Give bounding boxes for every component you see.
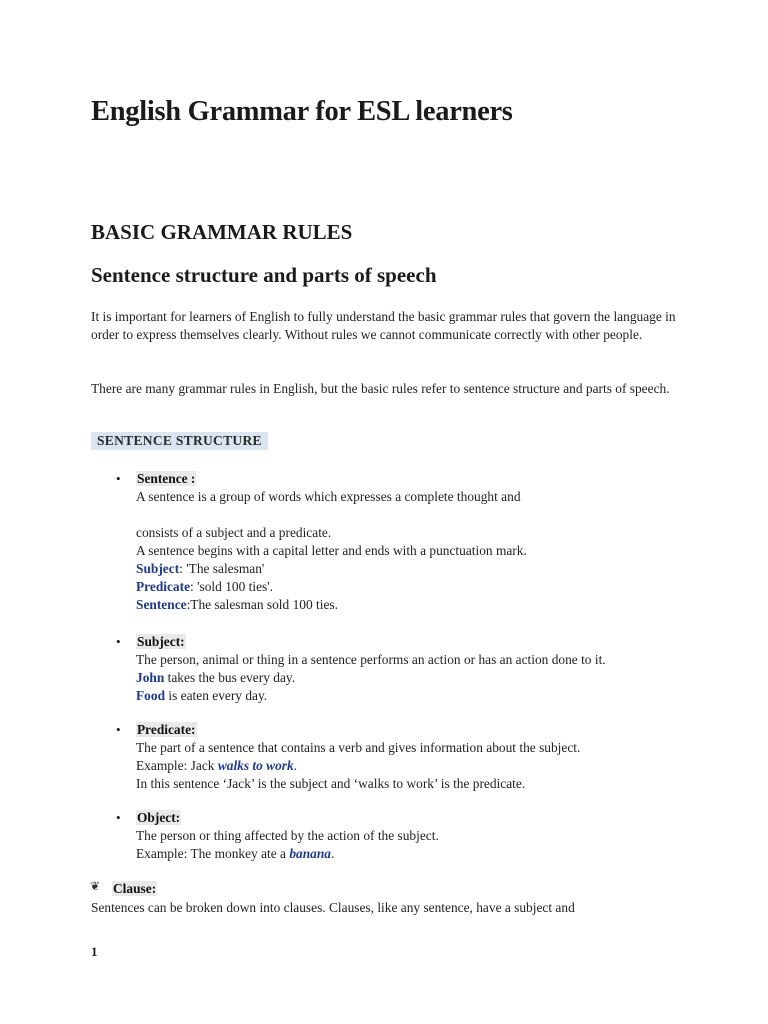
term-subject: Subject: bbox=[137, 634, 185, 649]
object-def-line: The person or thing affected by the action of the subject. bbox=[136, 828, 439, 843]
subject-example-1 bbox=[136, 670, 295, 686]
object-example-prefix: Example: The monkey ate a bbox=[136, 846, 290, 861]
predicate-example-prefix: Example: Jack bbox=[136, 758, 218, 773]
subject-example-text: : 'The salesman' bbox=[179, 561, 265, 576]
sentence-example-text: :The salesman sold 100 ties. bbox=[186, 597, 338, 612]
predicate-example-text: : 'sold 100 ties'. bbox=[190, 579, 273, 594]
page-number: 1 bbox=[91, 944, 98, 959]
bullet-icon: • bbox=[116, 722, 121, 737]
predicate-example-suffix: . bbox=[293, 758, 298, 773]
object-example-suffix: . bbox=[331, 846, 335, 861]
sentence-def-line-2: consists of a subject and a predicate. bbox=[136, 525, 332, 540]
term-sentence: Sentence : bbox=[137, 471, 196, 486]
bullet-icon: • bbox=[116, 634, 121, 649]
section-label-sentence-structure: SENTENCE STRUCTURE bbox=[91, 432, 268, 450]
sentence-example-predicate bbox=[136, 579, 273, 595]
predicate-label: Predicate bbox=[136, 579, 191, 594]
bullet-icon: • bbox=[116, 810, 121, 825]
sentence-example-sentence bbox=[136, 597, 338, 613]
subject-example-2-word: Food bbox=[136, 688, 166, 703]
sentence-example-subject bbox=[136, 561, 264, 577]
fleuron-bullet-icon: ❦ bbox=[90, 879, 101, 893]
sentence-label: Sentence bbox=[136, 597, 187, 612]
term-clause: Clause: bbox=[113, 881, 157, 896]
predicate-def-line: The part of a sentence that contains a verb and gives information about the subject. bbox=[136, 740, 581, 755]
subject-example-1-rest: takes the bus every day. bbox=[164, 670, 296, 685]
subject-example-2 bbox=[136, 688, 267, 704]
object-example bbox=[136, 846, 334, 862]
term-predicate: Predicate: bbox=[137, 722, 196, 737]
heading-basic-grammar-rules: BASIC GRAMMAR RULES bbox=[91, 220, 353, 244]
sentence-def-line-3: A sentence begins with a capital letter and ends with a punctuation mark. bbox=[136, 543, 527, 558]
subject-example-2-rest: is eaten every day. bbox=[165, 688, 268, 703]
bullet-icon: • bbox=[116, 471, 121, 486]
document-title: English Grammar for ESL learners bbox=[91, 96, 513, 127]
sentence-def-line-1: A sentence is a group of words which expresses a complete thought and bbox=[136, 489, 521, 504]
subject-example-1-word: John bbox=[136, 670, 165, 685]
predicate-example-emphasis: walks to work bbox=[217, 758, 294, 773]
subject-label: Subject bbox=[136, 561, 180, 576]
predicate-explanation: In this sentence ‘Jack’ is the subject and ‘walks to work’ is the predicate. bbox=[136, 776, 526, 791]
predicate-example bbox=[136, 758, 297, 774]
object-example-emphasis: banana bbox=[289, 846, 332, 861]
subject-def-line: The person, animal or thing in a sentence performs an action or has an action done to it. bbox=[136, 652, 606, 667]
heading-sentence-structure-parts: Sentence structure and parts of speech bbox=[91, 263, 437, 287]
intro-paragraph-2: There are many grammar rules in English, but the basic rules refer to sentence structure and parts of speech. bbox=[91, 381, 670, 396]
clause-def-line: Sentences can be broken down into clauses. Clauses, like any sentence, have a subject and bbox=[91, 900, 575, 915]
term-object: Object: bbox=[137, 810, 181, 825]
intro-paragraph-1: It is important for learners of English to fully understand the basic grammar rules that govern the language in order to express themselves clearly. Without rules we cannot communicate correctly with other people. bbox=[91, 309, 676, 342]
